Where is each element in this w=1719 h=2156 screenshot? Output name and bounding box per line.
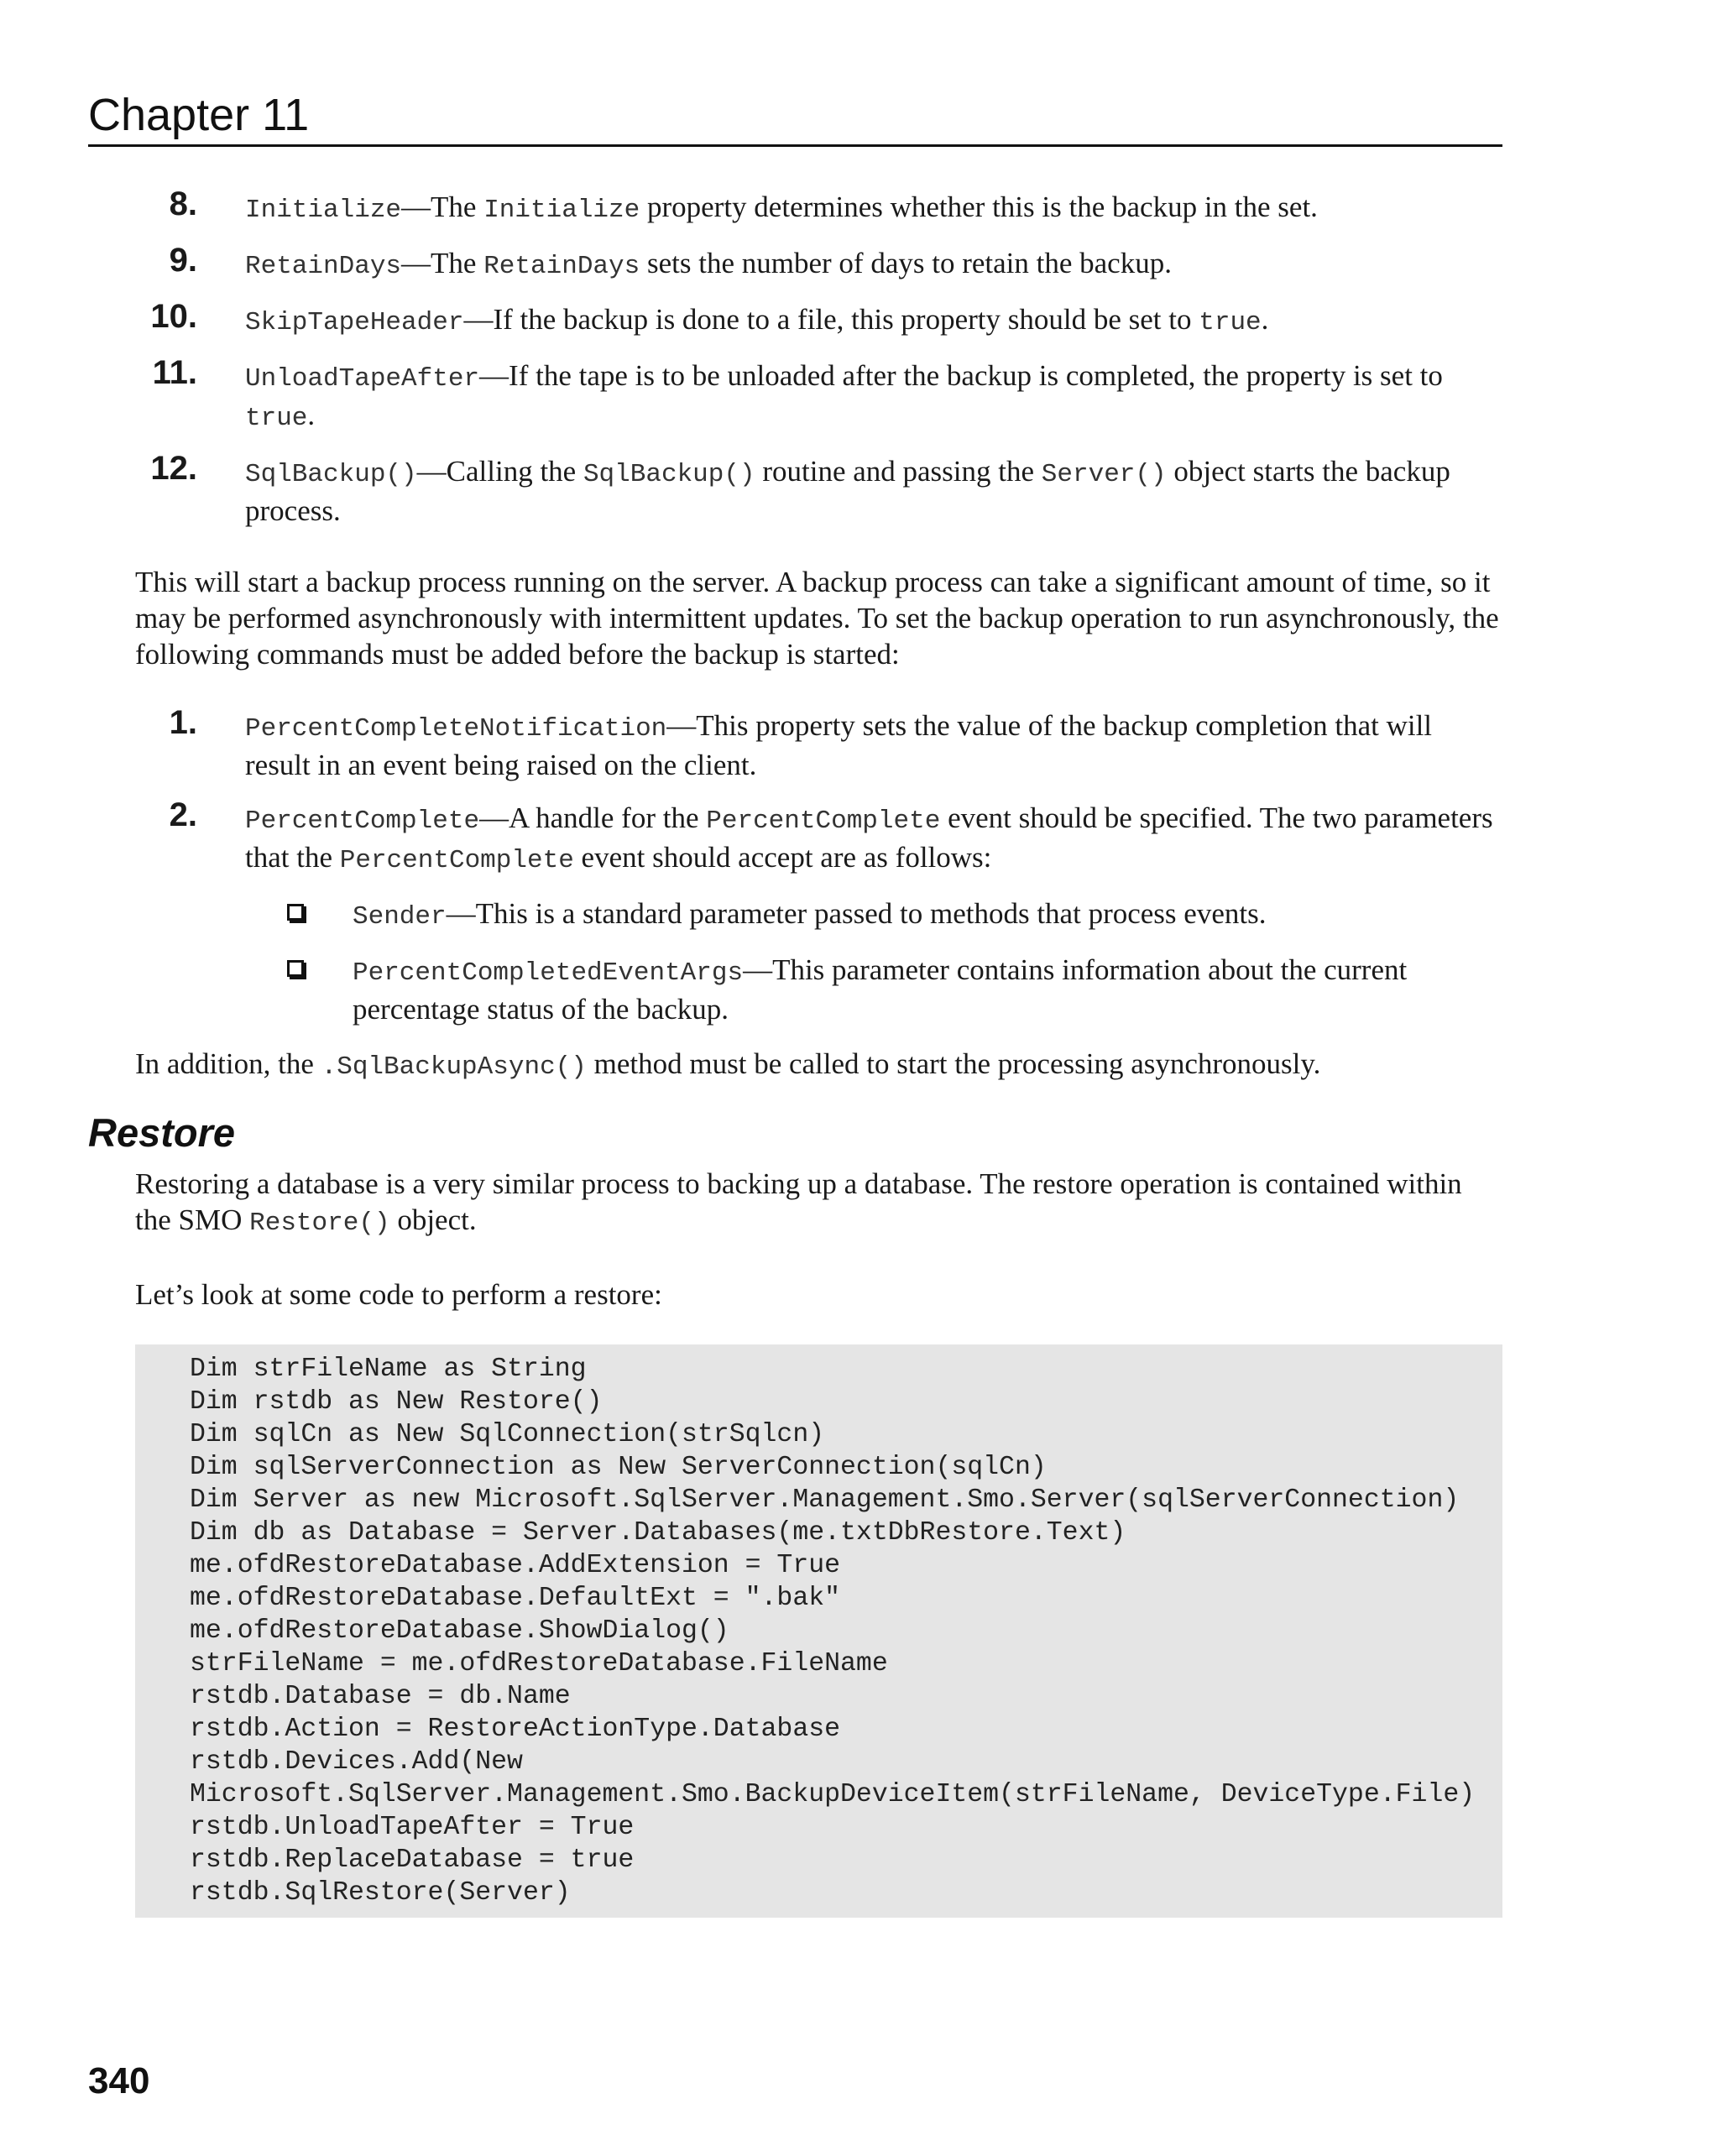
inline-code: Initialize: [483, 196, 640, 225]
item-number: 2.: [169, 796, 197, 833]
item-number: 11.: [152, 354, 197, 391]
item-text: .: [307, 399, 316, 431]
list-item: [88, 796, 1502, 879]
section-heading: Restore: [88, 1110, 236, 1155]
em-dash: —: [666, 709, 697, 742]
item-text: The: [431, 191, 484, 223]
item-text: routine and passing the: [755, 455, 1042, 488]
item-number: 8.: [169, 185, 197, 222]
chapter-title: Chapter 11: [88, 90, 310, 140]
property-name: PercentCompleteNotification: [245, 714, 667, 744]
item-text: event should be specified. The two parameters that the: [245, 801, 1493, 874]
item-number: 12.: [150, 450, 197, 487]
bullet-item: [88, 895, 1502, 935]
item-text: This property sets the value of the backup completion that will result in an event being raised on the client.: [245, 709, 1433, 781]
item-text: property determines whether this is the backup in the set.: [640, 191, 1318, 223]
item-text: The: [431, 247, 484, 279]
property-name: PercentComplete: [245, 807, 480, 836]
numbered-list-async: [88, 704, 1502, 879]
em-dash: —: [479, 801, 509, 834]
bullet-list-parameters: [88, 895, 1502, 1027]
code-line: me.ofdRestoreDatabase.AddExtension = True: [190, 1551, 841, 1580]
code-line: rstdb.Devices.Add(New: [190, 1747, 523, 1777]
item-text: sets the number of days to retain the backup.: [640, 247, 1172, 279]
em-dash: —: [463, 303, 494, 336]
inline-code: Restore(): [249, 1209, 390, 1238]
inline-code: SqlBackup(): [583, 460, 755, 489]
checkbox-bullet-icon: [287, 960, 304, 977]
bullet-item: [88, 952, 1502, 1027]
paragraph: Let’s look at some code to perform a restore:: [135, 1278, 662, 1311]
code-line: rstdb.Database = db.Name: [190, 1682, 571, 1711]
property-name: SkipTapeHeader: [245, 308, 464, 337]
code-line: rstdb.SqlRestore(Server): [190, 1878, 571, 1908]
code-line: strFileName = me.ofdRestoreDatabase.FileName: [190, 1649, 888, 1678]
code-block: [135, 1344, 1502, 1918]
paragraph: [135, 1046, 1502, 1085]
checkbox-bullet-icon: [287, 904, 304, 921]
item-number: 1.: [169, 704, 197, 741]
code-line: rstdb.ReplaceDatabase = true: [190, 1845, 635, 1875]
code-line: me.ofdRestoreDatabase.ShowDialog(): [190, 1616, 729, 1646]
code-line: Dim sqlServerConnection as New ServerConnection(sqlCn): [190, 1453, 1047, 1482]
inline-code: PercentComplete: [706, 807, 941, 836]
paragraph-text: In addition, the: [135, 1047, 321, 1080]
inline-code: PercentComplete: [339, 846, 574, 875]
item-text: If the tape is to be unloaded after the backup is completed, the property is set to: [509, 359, 1443, 392]
parameter-name: Sender: [353, 902, 447, 932]
property-name: Initialize: [245, 196, 402, 225]
em-dash: —: [446, 897, 476, 930]
paragraph-text: object.: [389, 1203, 477, 1236]
paragraph: This will start a backup process running on the server. A backup process can take a significant amount of time, so it may be performed asynchronously with intermittent updates. To set the backup operation to run asynchronously, the following commands must be added before the backup is started:: [135, 566, 1499, 671]
code-line: rstdb.Action = RestoreActionType.Database: [190, 1715, 841, 1744]
code-line: me.ofdRestoreDatabase.DefaultExt = ".bak": [190, 1584, 841, 1613]
list-item: [88, 185, 1502, 228]
list-item: [88, 450, 1502, 529]
em-dash: —: [743, 953, 773, 986]
inline-code: true: [1199, 308, 1262, 337]
code-line: rstdb.UnloadTapeAfter = True: [190, 1813, 635, 1842]
bullet-text: This parameter contains information about the current percentage status of the backup.: [353, 953, 1408, 1026]
inline-code: Server(): [1041, 460, 1167, 489]
code-line: Dim db as Database = Server.Databases(me.txtDbRestore.Text): [190, 1518, 1126, 1548]
list-item: [88, 704, 1502, 783]
code-line: Dim strFileName as String: [190, 1355, 587, 1384]
list-item: [88, 354, 1502, 436]
paragraph: [135, 1166, 1502, 1241]
paragraph-text: method must be called to start the processing asynchronously.: [586, 1047, 1321, 1080]
property-name: RetainDays: [245, 252, 402, 281]
code-line: Dim rstdb as New Restore(): [190, 1387, 603, 1417]
parameter-name: PercentCompletedEventArgs: [353, 958, 744, 988]
list-item: [88, 298, 1502, 341]
item-text: event should accept are as follows:: [573, 841, 992, 874]
item-number: 10.: [150, 298, 197, 335]
list-item: [88, 242, 1502, 285]
numbered-list-properties: [88, 185, 1502, 529]
item-text: A handle for the: [509, 801, 707, 834]
item-text: object starts the backup process.: [245, 455, 1450, 527]
code-line: Microsoft.SqlServer.Management.Smo.BackupDeviceItem(strFileName, DeviceType.File): [190, 1780, 1476, 1809]
bullet-text: This is a standard parameter passed to methods that process events.: [475, 897, 1267, 930]
page-number: 340: [88, 2060, 150, 2101]
inline-code: .SqlBackupAsync(): [321, 1052, 587, 1082]
em-dash: —: [401, 191, 431, 223]
item-text: .: [1261, 303, 1269, 336]
code-line: Dim sqlCn as New SqlConnection(strSqlcn): [190, 1420, 825, 1449]
item-text: If the backup is done to a file, this property should be set to: [493, 303, 1199, 336]
property-name: UnloadTapeAfter: [245, 364, 480, 394]
page-header: [88, 91, 1502, 147]
inline-code: true: [245, 404, 308, 433]
item-text: Calling the: [446, 455, 583, 488]
page-content: [88, 185, 1502, 1918]
paragraph-text: Restoring a database is a very similar process to backing up a database. The restore operation is contained within the SMO: [135, 1167, 1462, 1236]
property-name: SqlBackup(): [245, 460, 417, 489]
item-number: 9.: [169, 242, 197, 279]
em-dash: —: [479, 359, 509, 392]
em-dash: —: [416, 455, 447, 488]
inline-code: RetainDays: [483, 252, 640, 281]
code-line: Dim Server as new Microsoft.SqlServer.Management.Smo.Server(sqlServerConnection): [190, 1485, 1460, 1515]
em-dash: —: [401, 247, 431, 279]
